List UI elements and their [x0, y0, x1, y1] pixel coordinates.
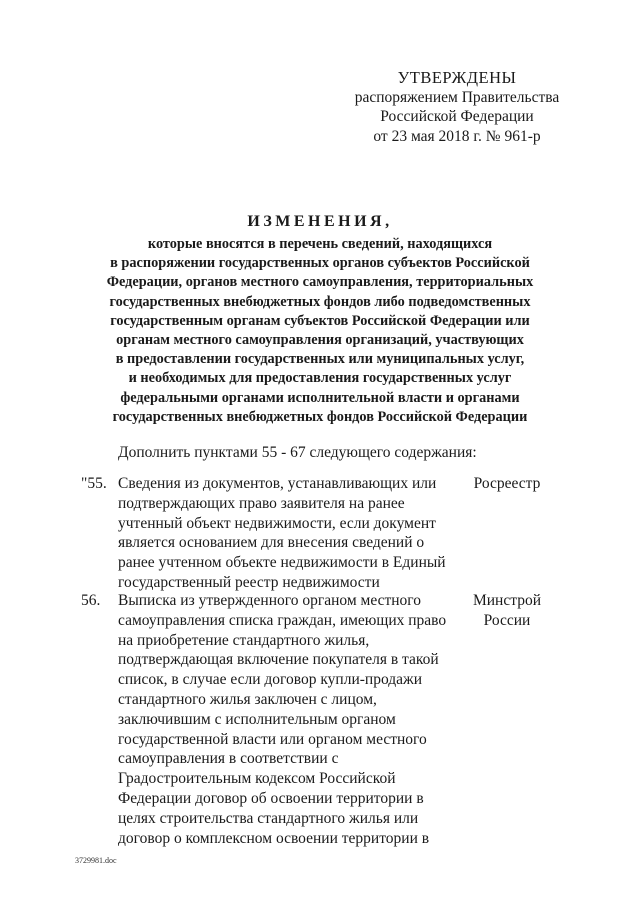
- item-text-line: Сведения из документов, устанавливающих или: [118, 475, 437, 492]
- item-text-line: договор о комплексном освоении территории в: [118, 829, 430, 847]
- item-text-line: подтверждающих право заявителя на ранее: [118, 494, 405, 512]
- agency-line: России: [483, 611, 531, 629]
- subtitle-line: в предоставлении государственных или муниципальных услуг,: [115, 351, 525, 368]
- item-text-line: Выписка из утвержденного органом местного: [118, 592, 422, 609]
- item-text-line: государственной власти или органом местного: [118, 730, 427, 748]
- subtitle-line: федеральными органами исполнительной власти и органами: [120, 389, 520, 406]
- subtitle-line: органам местного самоуправления организаций, участвующих: [116, 332, 524, 349]
- subtitle-line: и необходимых для предоставления государственных услуг: [128, 370, 512, 387]
- approval-line: распоряжением Правительства: [354, 88, 560, 106]
- item-text-line: целях строительства стандартного жилья или: [118, 809, 419, 827]
- document-title: ИЗМЕНЕНИЯ,: [247, 213, 393, 230]
- item-text-line: Федерации договор об освоении территории в: [118, 789, 424, 807]
- item-text-line: стандартного жилья заключен с лицом,: [118, 690, 377, 708]
- subtitle-line: которые вносятся в перечень сведений, находящихся: [147, 236, 493, 252]
- item-text-line: список, в случае если договор купли-продажи: [118, 671, 423, 689]
- item-text-line: ранее учтенном объекте недвижимости в Единый: [118, 554, 446, 572]
- subtitle-line: государственных внебюджетных фондов либо подведомственных: [109, 293, 531, 310]
- item-agency: [462, 591, 552, 631]
- item-text-line: заключившим с исполнительным органом: [118, 710, 396, 728]
- item-text-line: является основанием для внесения сведений о: [118, 534, 425, 552]
- approval-heading: УТВЕРЖДЕНЫ: [397, 68, 517, 87]
- item-text: [118, 591, 448, 848]
- item-text: [118, 474, 448, 593]
- subtitle-line: Федерации, органов местного самоуправления, территориальных: [106, 274, 534, 291]
- agency-line: Минстрой: [472, 592, 541, 609]
- subtitle-line: государственных внебюджетных фондов Российской Федерации: [112, 408, 528, 425]
- subtitle-line: государственным органам субъектов Российской Федерации или: [110, 312, 530, 329]
- item-text-line: самоуправления в соответствии с: [118, 750, 339, 768]
- approval-line: Российской Федерации: [380, 108, 534, 125]
- file-reference: 3729981.doc: [75, 856, 117, 865]
- item-text-line: подтверждающая включение покупателя в такой: [118, 651, 439, 669]
- document-subtitle: [66, 235, 574, 427]
- item-agency: [462, 474, 552, 494]
- approval-line: от 23 мая 2018 г. № 961-р: [373, 127, 541, 145]
- agency-line: Росреестр: [473, 475, 541, 492]
- item-text-line: самоуправления списка граждан, имеющих право: [118, 611, 447, 629]
- item-text-line: на приобретение стандартного жилья,: [118, 631, 370, 649]
- item-number: 56.: [81, 592, 101, 609]
- intro-paragraph: Дополнить пунктами 55 - 67 следующего содержания:: [118, 444, 477, 461]
- item-text-line: Градостроительным кодексом Российской: [118, 770, 396, 788]
- item-text-line: учтенный объект недвижимости, если документ: [118, 514, 436, 532]
- subtitle-line: в распоряжении государственных органов субъектов Российской: [110, 255, 530, 272]
- approval-block: [352, 68, 562, 146]
- item-number: "55.: [81, 475, 107, 492]
- item-text-line: государственный реестр недвижимости: [118, 573, 380, 591]
